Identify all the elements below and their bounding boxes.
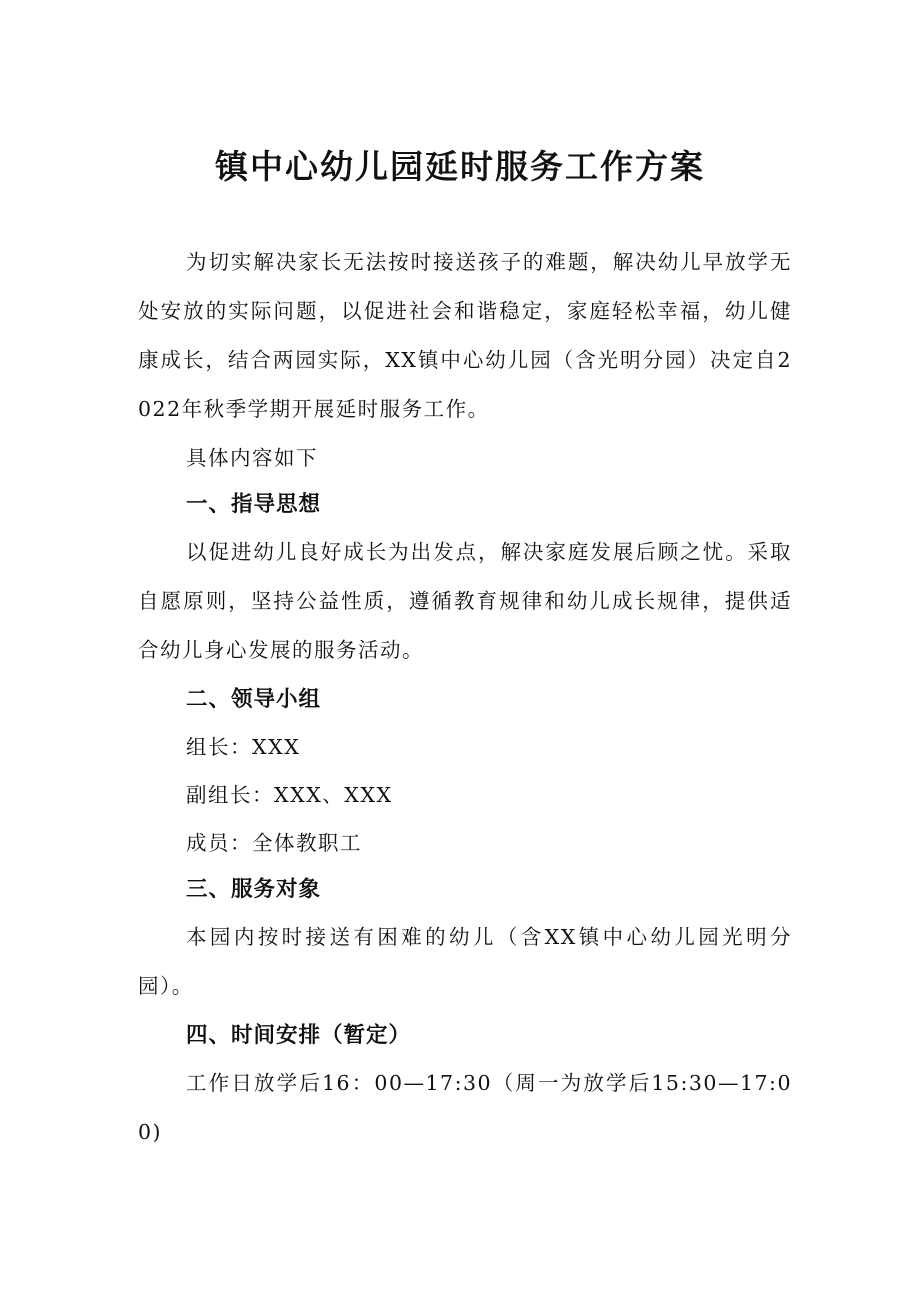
- section-heading-leadership-group: 二、领导小组: [186, 687, 322, 712]
- leadership-members: 成员：全体教职工: [186, 831, 362, 855]
- document-body: [138, 238, 792, 1157]
- section-body-service-targets: 本园内按时接送有困难的幼儿（含XX镇中心幼儿园光明分园）。: [138, 925, 792, 998]
- section-body-guiding-thought: 以促进幼儿良好成长为出发点，解决家庭发展后顾之忧。采取自愿原则，坚持公益性质，遵循教育规律和幼儿成长规律，提供适合幼儿身心发展的服务活动。: [138, 540, 792, 662]
- section-heading-schedule: 四、时间安排（暂定）: [186, 1023, 412, 1048]
- section-heading-guiding-thought: 一、指导思想: [186, 492, 322, 517]
- leadership-deputy-leader: 副组长：XXX、XXX: [186, 783, 393, 807]
- section-body-schedule: 工作日放学后16：00—17:30（周一为放学后15:30—17:00): [138, 1071, 792, 1144]
- section-heading-service-targets: 三、服务对象: [186, 877, 322, 902]
- intro-followup: 具体内容如下: [186, 446, 318, 470]
- document-title: 镇中心幼儿园延时服务工作方案: [215, 147, 705, 186]
- leadership-leader: 组长：XXX: [186, 735, 301, 759]
- intro-paragraph: 为切实解决家长无法按时接送孩子的难题，解决幼儿早放学无处安放的实际问题，以促进社会和谐稳定，家庭轻松幸福，幼儿健康成长，结合两园实际，XX镇中心幼儿园（含光明分园）决定自2022年秋季学期开展延时服务工作。: [138, 250, 792, 421]
